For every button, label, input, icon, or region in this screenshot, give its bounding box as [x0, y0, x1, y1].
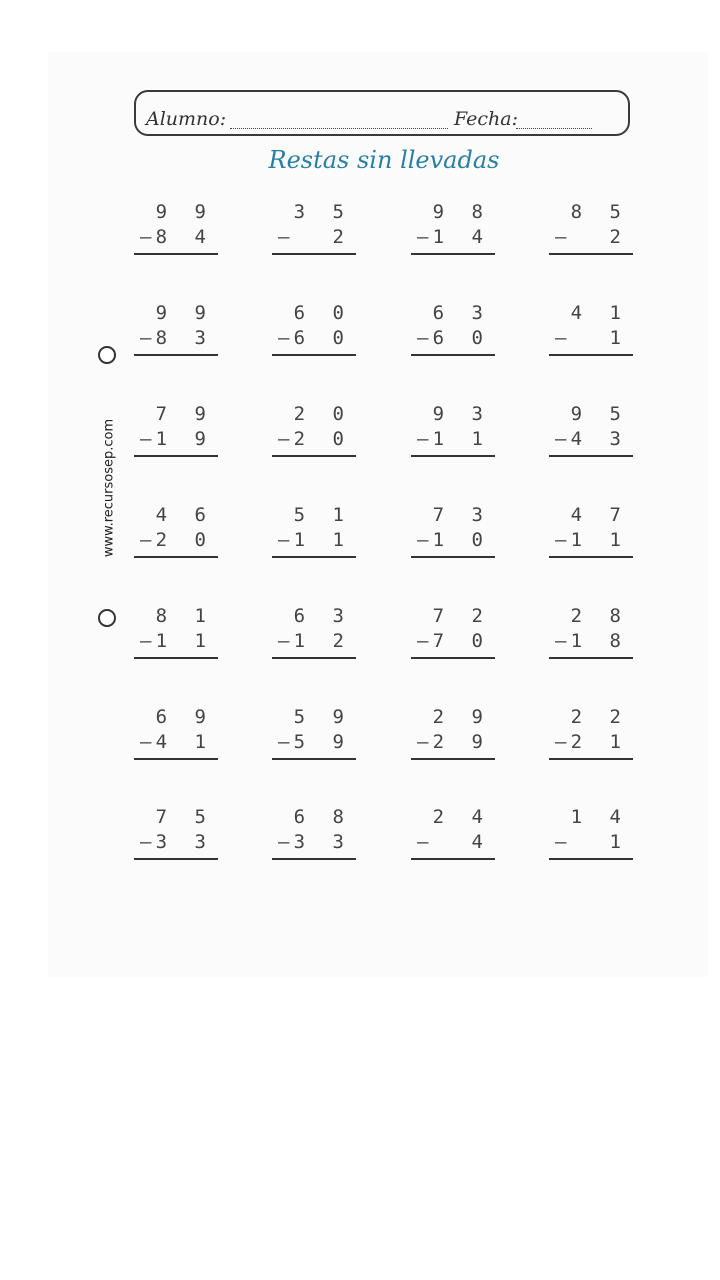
- minus-sign: –: [417, 428, 429, 450]
- minuend: 6 9: [155, 706, 214, 728]
- subtrahend: 2: [570, 226, 629, 248]
- subtraction-problem: [272, 605, 356, 665]
- minus-sign: –: [555, 630, 567, 652]
- answer-line: [134, 858, 218, 860]
- minuend: 2 2: [570, 706, 629, 728]
- minus-sign: –: [417, 831, 429, 853]
- answer-line: [134, 556, 218, 558]
- minus-sign: –: [140, 731, 152, 753]
- minus-sign: –: [278, 731, 290, 753]
- minuend: 2 0: [293, 403, 352, 425]
- answer-line: [549, 758, 633, 760]
- minus-sign: –: [140, 428, 152, 450]
- subtraction-problem: [411, 403, 495, 463]
- subtraction-problem: [411, 706, 495, 766]
- subtrahend: 2 1: [570, 731, 629, 753]
- answer-line: [134, 758, 218, 760]
- subtraction-problem: [272, 706, 356, 766]
- subtrahend: 3 3: [293, 831, 352, 853]
- subtraction-problem: [411, 605, 495, 665]
- minus-sign: –: [555, 831, 567, 853]
- minuend: 8 5: [570, 201, 629, 223]
- subtraction-problem: [549, 806, 633, 866]
- minus-sign: –: [278, 630, 290, 652]
- minuend: 3 5: [293, 201, 352, 223]
- subtrahend: 2 0: [293, 428, 352, 450]
- fecha-line: [516, 128, 592, 129]
- subtraction-problem: [549, 403, 633, 463]
- alumno-label: Alumno:: [146, 108, 227, 130]
- minuend: 7 9: [155, 403, 214, 425]
- fecha-label: Fecha:: [454, 108, 518, 130]
- minuend: 9 5: [570, 403, 629, 425]
- subtrahend: 1 4: [432, 226, 491, 248]
- subtraction-problem: [134, 302, 218, 362]
- subtrahend: 1 1: [155, 630, 214, 652]
- minus-sign: –: [555, 428, 567, 450]
- subtraction-problem: [411, 504, 495, 564]
- subtraction-problem: [272, 806, 356, 866]
- binder-hole-icon: [98, 346, 116, 364]
- minuend: 4 1: [570, 302, 629, 324]
- minuend: 9 8: [432, 201, 491, 223]
- answer-line: [411, 657, 495, 659]
- minus-sign: –: [278, 831, 290, 853]
- minus-sign: –: [140, 327, 152, 349]
- answer-line: [549, 354, 633, 356]
- minuend: 6 3: [432, 302, 491, 324]
- subtraction-problem: [134, 201, 218, 261]
- answer-line: [272, 354, 356, 356]
- subtrahend: 8 3: [155, 327, 214, 349]
- minus-sign: –: [278, 226, 290, 248]
- answer-line: [411, 858, 495, 860]
- answer-line: [549, 253, 633, 255]
- minuend: 1 4: [570, 806, 629, 828]
- subtrahend: 1: [570, 327, 629, 349]
- minuend: 6 8: [293, 806, 352, 828]
- subtraction-problem: [272, 504, 356, 564]
- subtrahend: 4 3: [570, 428, 629, 450]
- minuend: 9 3: [432, 403, 491, 425]
- answer-line: [134, 455, 218, 457]
- subtrahend: 5 9: [293, 731, 352, 753]
- subtrahend: 2 0: [155, 529, 214, 551]
- minuend: 6 3: [293, 605, 352, 627]
- answer-line: [549, 657, 633, 659]
- alumno-line: [230, 128, 448, 129]
- answer-line: [272, 758, 356, 760]
- minus-sign: –: [417, 529, 429, 551]
- subtraction-problem: [272, 403, 356, 463]
- minuend: 5 9: [293, 706, 352, 728]
- subtrahend: 1 9: [155, 428, 214, 450]
- subtraction-problem: [549, 302, 633, 362]
- subtrahend: 6 0: [293, 327, 352, 349]
- subtraction-problem: [134, 605, 218, 665]
- answer-line: [272, 858, 356, 860]
- minus-sign: –: [555, 529, 567, 551]
- binder-hole-icon: [98, 609, 116, 627]
- answer-line: [272, 455, 356, 457]
- subtrahend: 1: [570, 831, 629, 853]
- subtrahend: 1 1: [293, 529, 352, 551]
- answer-line: [549, 556, 633, 558]
- answer-line: [272, 657, 356, 659]
- minus-sign: –: [555, 226, 567, 248]
- subtrahend: 1 0: [432, 529, 491, 551]
- answer-line: [411, 556, 495, 558]
- website-watermark: www.recursosep.com: [101, 418, 117, 558]
- subtraction-problem: [134, 504, 218, 564]
- minuend: 8 1: [155, 605, 214, 627]
- answer-line: [134, 657, 218, 659]
- subtrahend: 3 3: [155, 831, 214, 853]
- answer-line: [272, 253, 356, 255]
- minus-sign: –: [555, 731, 567, 753]
- minus-sign: –: [140, 630, 152, 652]
- subtraction-problem: [134, 806, 218, 866]
- subtraction-problem: [272, 201, 356, 261]
- answer-line: [134, 354, 218, 356]
- minuend: 7 5: [155, 806, 214, 828]
- answer-line: [411, 354, 495, 356]
- subtraction-problem: [411, 302, 495, 362]
- answer-line: [134, 253, 218, 255]
- subtrahend: 8 4: [155, 226, 214, 248]
- subtrahend: 1 1: [432, 428, 491, 450]
- minuend: 2 9: [432, 706, 491, 728]
- subtrahend: 4 1: [155, 731, 214, 753]
- minuend: 4 7: [570, 504, 629, 526]
- subtraction-problem: [549, 201, 633, 261]
- minus-sign: –: [417, 327, 429, 349]
- minuend: 2 8: [570, 605, 629, 627]
- minus-sign: –: [140, 529, 152, 551]
- minuend: 7 2: [432, 605, 491, 627]
- subtraction-problem: [549, 706, 633, 766]
- subtrahend: 2 9: [432, 731, 491, 753]
- subtraction-problem: [272, 302, 356, 362]
- subtraction-problem: [134, 403, 218, 463]
- minus-sign: –: [140, 831, 152, 853]
- subtrahend: 1 1: [570, 529, 629, 551]
- subtraction-problem: [411, 806, 495, 866]
- minus-sign: –: [278, 428, 290, 450]
- minuend: 4 6: [155, 504, 214, 526]
- subtraction-problem: [411, 201, 495, 261]
- subtrahend: 6 0: [432, 327, 491, 349]
- minuend: 6 0: [293, 302, 352, 324]
- minus-sign: –: [417, 226, 429, 248]
- subtraction-problem: [134, 706, 218, 766]
- student-info-box: [134, 90, 630, 136]
- subtraction-problem: [549, 504, 633, 564]
- subtrahend: 1 2: [293, 630, 352, 652]
- answer-line: [411, 253, 495, 255]
- answer-line: [549, 858, 633, 860]
- minus-sign: –: [417, 630, 429, 652]
- minus-sign: –: [278, 529, 290, 551]
- minuend: 9 9: [155, 201, 214, 223]
- minus-sign: –: [140, 226, 152, 248]
- answer-line: [411, 455, 495, 457]
- answer-line: [272, 556, 356, 558]
- minuend: 5 1: [293, 504, 352, 526]
- minuend: 2 4: [432, 806, 491, 828]
- subtrahend: 1 8: [570, 630, 629, 652]
- subtrahend: 4: [432, 831, 491, 853]
- answer-line: [549, 455, 633, 457]
- subtrahend: 2: [293, 226, 352, 248]
- subtraction-problem: [549, 605, 633, 665]
- minuend: 9 9: [155, 302, 214, 324]
- answer-line: [411, 758, 495, 760]
- minuend: 7 3: [432, 504, 491, 526]
- minus-sign: –: [555, 327, 567, 349]
- minus-sign: –: [278, 327, 290, 349]
- minus-sign: –: [417, 731, 429, 753]
- worksheet-title: Restas sin llevadas: [268, 146, 500, 174]
- subtrahend: 7 0: [432, 630, 491, 652]
